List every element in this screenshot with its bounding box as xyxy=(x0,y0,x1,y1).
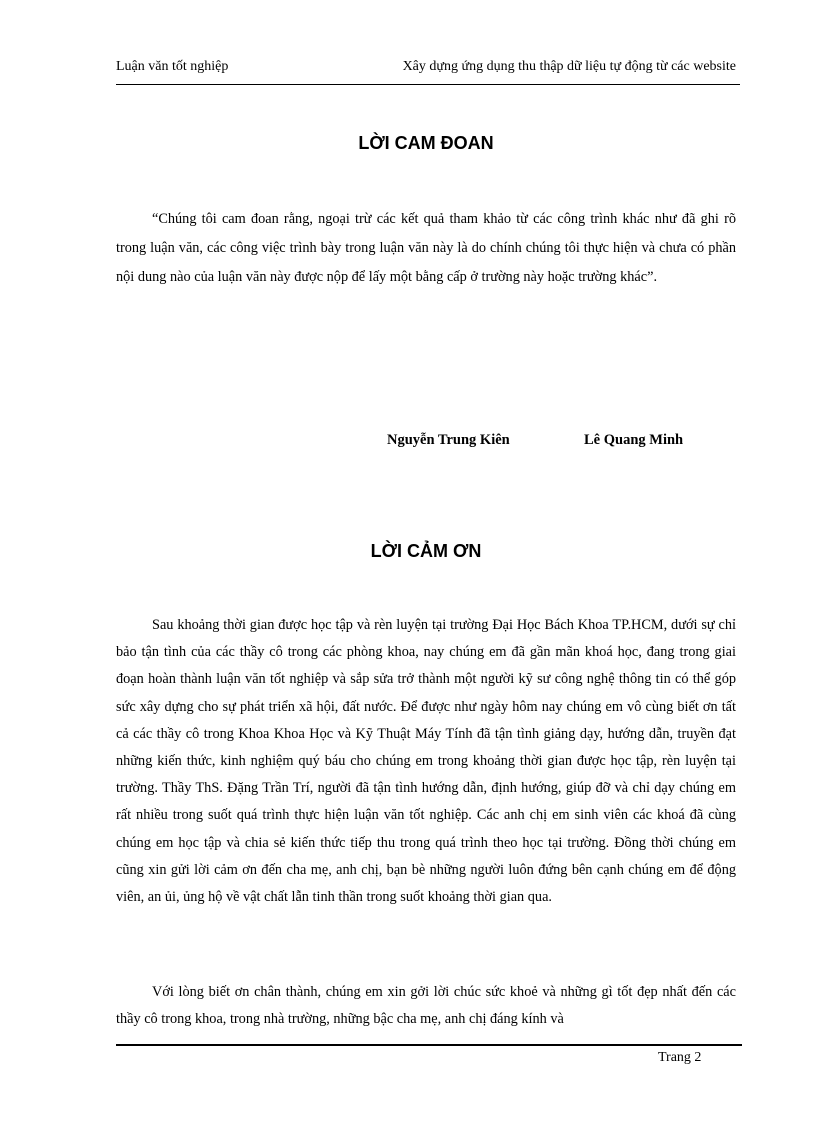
signature-author-2: Lê Quang Minh xyxy=(584,432,684,448)
header-divider xyxy=(116,84,740,85)
commitment-paragraph: “Chúng tôi cam đoan rằng, ngoại trừ các kết quả tham khảo từ các công trình khác như đã ghi rõ trong luận văn, các công việc trình bày trong luận văn này là do chính chúng tôi thực hiện và chưa có phần nội dung nào của luận văn này được nộp để lấy một bằng cấp ở trường này hoặc trường khác”. xyxy=(116,211,736,285)
commitment-title: LỜI CAM ĐOAN xyxy=(358,133,494,153)
page-number: Trang 2 xyxy=(658,1050,702,1065)
header-thesis-label: Luận văn tốt nghiệp xyxy=(116,59,229,74)
thanks-paragraph-1: Sau khoảng thời gian được học tập và rèn luyện tại trường Đại Học Bách Khoa TP.HCM, dưới sự chỉ bảo tận tình của các thầy cô trong các phòng khoa, nay chúng em đã gần mãn khoá học, đang trong giai đoạn hoàn thành luận văn tốt nghiệp và sắp sửa trở thành một người kỹ sư công nghệ thông tin có thể góp sức xây dựng cho sự phát triển xã hội, đất nước. Để được như ngày hôm nay chúng em vô cùng biết ơn tất cả các thầy cô trong Khoa Khoa Học và Kỹ Thuật Máy Tính đã tận tình giảng dạy, hướng dẫn, truyền đạt những kiến thức, kinh nghiệm quý báu cho chúng em trong khoảng thời gian được học tập, rèn luyện tại trường. Thầy ThS. Đặng Trần Trí, người đã tận tình hướng dẫn, định hướng, giúp đỡ và chỉ dạy chúng em rất nhiều trong suốt quá trình thực hiện luận văn tốt nghiệp. Các anh chị em sinh viên các khoá đã cùng chúng em học tập và chia sẻ kiến thức tiếp thu trong quá trình theo học tại trường. Đồng thời chúng em cũng xin gửi lời cảm ơn đến cha mẹ, anh chị, bạn bè những người luôn đứng bên cạnh chúng em để động viên, an ủi, ủng hộ về vật chất lẫn tinh thần trong suốt khoảng thời gian qua. xyxy=(116,617,736,906)
thanks-paragraph-2: Với lòng biết ơn chân thành, chúng em xin gởi lời chúc sức khoẻ và những gì tốt đẹp nhất đến các thầy cô trong khoa, trong nhà trường, những bậc cha mẹ, anh chị đáng kính và xyxy=(116,984,736,1028)
header-thesis-title: Xây dựng ứng dụng thu thập dữ liệu tự động từ các website xyxy=(402,59,736,74)
footer-divider xyxy=(116,1044,742,1046)
thanks-title: LỜI CẢM ƠN xyxy=(370,541,482,561)
signature-author-1: Nguyễn Trung Kiên xyxy=(387,432,510,448)
